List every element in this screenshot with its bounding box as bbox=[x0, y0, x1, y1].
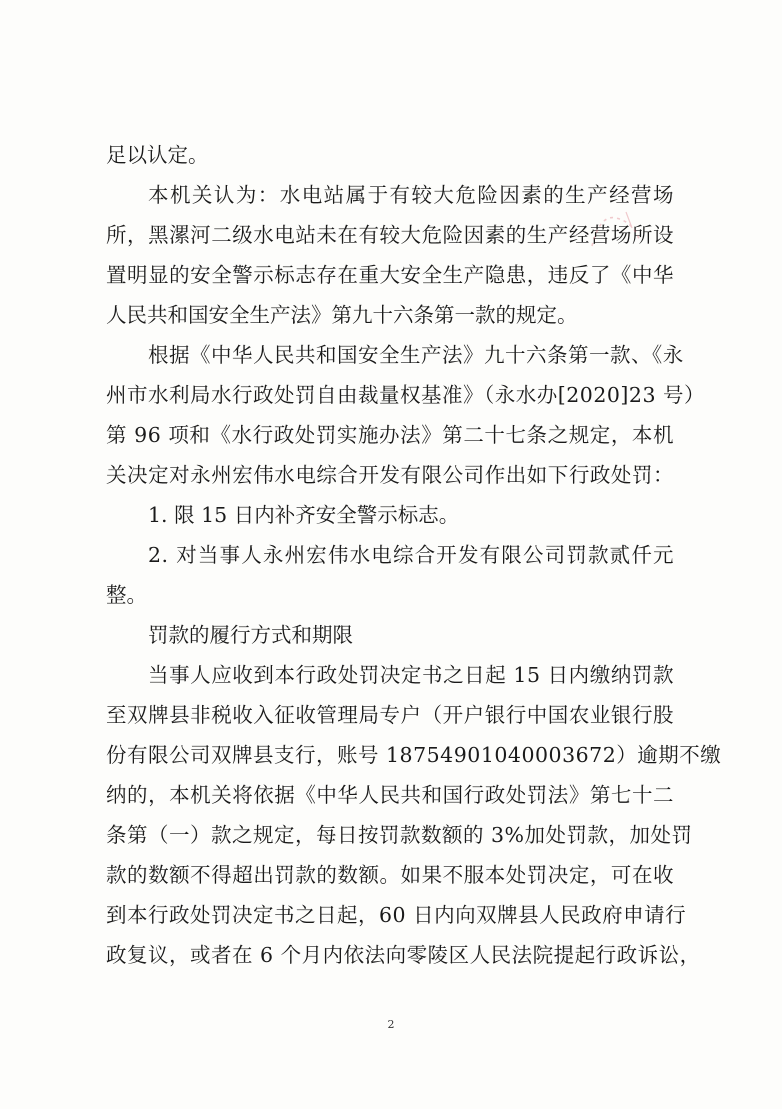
section-heading: 罚款的履行方式和期限 bbox=[148, 623, 353, 647]
paragraph-line: 到本行政处罚决定书之日起，60 日内向双牌县人民政府申请行 bbox=[106, 903, 687, 927]
list-item: 2. 对当事人永州宏伟水电综合开发有限公司罚款贰仟元 bbox=[148, 543, 674, 567]
paragraph-line: 第 96 项和《水行政处罚实施办法》第二十七条之规定，本机 bbox=[106, 423, 674, 447]
list-item: 1. 限 15 日内补齐安全警示标志。 bbox=[148, 503, 460, 527]
paragraph-line: 政复议，或者在 6 个月内依法向零陵区人民法院提起行政诉讼， bbox=[106, 943, 701, 967]
paragraph-line: 整。 bbox=[106, 583, 147, 607]
paragraph-line: 置明显的安全警示标志存在重大安全生产隐患，违反了《中华 bbox=[106, 263, 674, 287]
paragraph-line: 关决定对永州宏伟水电综合开发有限公司作出如下行政处罚： bbox=[106, 463, 674, 487]
paragraph-line: 当事人应收到本行政处罚决定书之日起 15 日内缴纳罚款 bbox=[148, 663, 674, 687]
paragraph-line: 条第（一）款之规定，每日按罚款数额的 3%加处罚款，加处罚 bbox=[106, 823, 693, 847]
paragraph-line: 州市水利局水行政处罚自由裁量权基准》（永水办[2020]23 号） bbox=[106, 383, 706, 407]
paragraph-line: 所，黑漯河二级水电站未在有较大危险因素的生产经营场所设 bbox=[106, 223, 674, 247]
paragraph-line: 本机关认为：水电站属于有较大危险因素的生产经营场 bbox=[148, 183, 674, 207]
paragraph-line: 人民共和国安全生产法》第九十六条第一款的规定。 bbox=[106, 303, 578, 327]
paragraph-line: 纳的，本机关将依据《中华人民共和国行政处罚法》第七十二 bbox=[106, 783, 674, 807]
seal-trace-mark bbox=[586, 206, 646, 258]
paragraph-line: 根据《中华人民共和国安全生产法》九十六条第一款、《永 bbox=[148, 343, 684, 367]
paragraph-line: 足以认定。 bbox=[106, 143, 209, 167]
paragraph-line: 份有限公司双牌县支行，账号 18754901040003672）逾期不缴 bbox=[106, 743, 722, 767]
paragraph-line: 至双牌县非税收入征收管理局专户（开户银行中国农业银行股 bbox=[106, 703, 674, 727]
page-number: 2 bbox=[387, 1018, 395, 1031]
paragraph-line: 款的数额不得超出罚款的数额。如果不服本处罚决定，可在收 bbox=[106, 863, 674, 887]
